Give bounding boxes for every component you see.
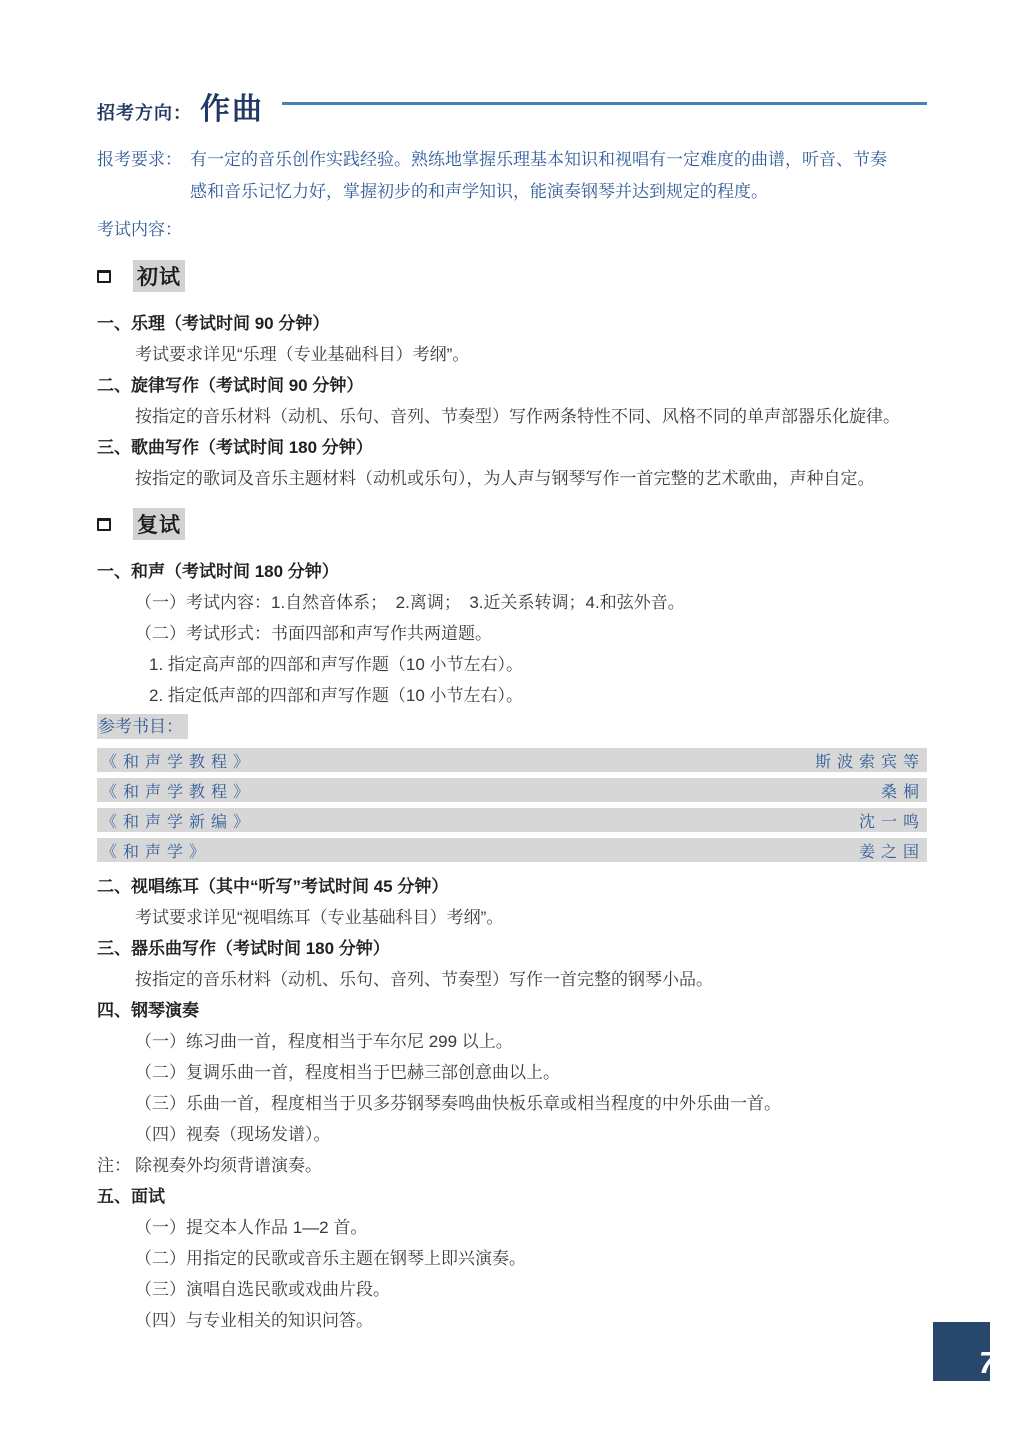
doc-header: [97, 84, 927, 128]
exam-content-label: 考试内容：: [97, 220, 182, 239]
requirements-block: [97, 144, 927, 208]
exam-item-heading: 五、面试: [97, 1187, 165, 1206]
exam-item-body: 按指定的音乐材料（动机、乐句、音列、节奏型）写作两条特性不同、风格不同的单声部器乐化旋律。: [135, 407, 900, 426]
exam-item-body: 按指定的音乐材料（动机、乐句、音列、节奏型）写作一首完整的钢琴小品。: [135, 970, 713, 989]
book-author: 斯波索宾等: [814, 753, 925, 771]
exam-item-heading: 一、和声（考试时间 180 分钟）: [97, 562, 339, 581]
book-title: 《和声学新编》: [101, 813, 256, 831]
reference-book-row: [97, 778, 927, 802]
exam-item-heading: 四、钢琴演奏: [97, 1001, 199, 1020]
requirements-label: 报考要求：: [97, 150, 182, 169]
sub-item: （二）考试形式：书面四部和声写作共两道题。: [135, 624, 492, 643]
reference-book-table: [97, 748, 927, 862]
reference-book-row: [97, 808, 927, 832]
reference-label-line: [97, 714, 927, 739]
sub-item: （一）考试内容：1.自然音体系； 2.离调； 3.近关系转调；4.和弦外音。: [135, 593, 685, 612]
sub-item: （四）视奏（现场发谱）。: [135, 1125, 331, 1144]
exam-item-body: 按指定的歌词及音乐主题材料（动机或乐句），为人声与钢琴写作一首完整的艺术歌曲，声种自定。: [135, 469, 875, 488]
exam-item-heading: 一、乐理（考试时间 90 分钟）: [97, 314, 330, 333]
note-line: [97, 1150, 927, 1181]
exam-item-heading: 二、旋律写作（考试时间 90 分钟）: [97, 376, 364, 395]
book-author: 姜之国: [858, 843, 925, 861]
page-title: 作曲: [200, 93, 264, 126]
section-first-round: [97, 260, 927, 292]
book-author: 桑桐: [880, 783, 925, 801]
exam-item-body: 考试要求详见“乐理（专业基础科目）考纲”。: [135, 345, 470, 364]
section-title: 初试: [133, 260, 185, 292]
reference-book-row: [97, 748, 927, 772]
exam-item-body: 考试要求详见“视唱练耳（专业基础科目）考纲”。: [135, 908, 504, 927]
note-label: 注：: [97, 1156, 131, 1175]
task-item: 1. 指定高声部的四部和声写作题（10 小节左右）。: [149, 655, 524, 674]
book-title: 《和声学》: [101, 843, 212, 861]
square-bullet-icon: [97, 270, 111, 283]
sub-item: （三）演唱自选民歌或戏曲片段。: [135, 1280, 390, 1299]
exam-item-heading: 三、器乐曲写作（考试时间 180 分钟）: [97, 939, 390, 958]
note-text: 除视奏外均须背谱演奏。: [135, 1156, 322, 1175]
page-number-box: [933, 1322, 996, 1381]
sub-item: （一）提交本人作品 1—2 首。: [135, 1218, 368, 1237]
sub-item: （一）练习曲一首，程度相当于车尔尼 299 以上。: [135, 1032, 513, 1051]
direction-label: 招考方向：: [97, 103, 192, 123]
sub-item: （四）与专业相关的知识问答。: [135, 1311, 373, 1330]
sub-item: （三）乐曲一首，程度相当于贝多芬钢琴奏鸣曲快板乐章或相当程度的中外乐曲一首。: [135, 1094, 781, 1113]
sub-item: （二）复调乐曲一首，程度相当于巴赫三部创意曲以上。: [135, 1063, 560, 1082]
exam-item-heading: 三、歌曲写作（考试时间 180 分钟）: [97, 438, 373, 457]
section-second-round: [97, 508, 927, 540]
section-title: 复试: [133, 508, 185, 540]
requirements-text: 有一定的音乐创作实践经验。熟练地掌握乐理基本知识和视唱有一定难度的曲谱，听音、节奏感和音乐记忆力好，掌握初步的和声学知识，能演奏钢琴并达到规定的程度。: [190, 150, 887, 201]
header-rule: [282, 102, 927, 105]
book-title: 《和声学教程》: [101, 753, 256, 771]
book-author: 沈一鸣: [858, 813, 925, 831]
sub-item: （二）用指定的民歌或音乐主题在钢琴上即兴演奏。: [135, 1249, 526, 1268]
reference-book-row: [97, 838, 927, 862]
page-number: 7: [978, 1345, 996, 1380]
exam-item-heading: 二、视唱练耳（其中“听写”考试时间 45 分钟）: [97, 877, 449, 896]
book-title: 《和声学教程》: [101, 783, 256, 801]
task-item: 2. 指定低声部的四部和声写作题（10 小节左右）。: [149, 686, 524, 705]
square-bullet-icon: [97, 518, 111, 531]
reference-list-label: 参考书目：: [97, 714, 188, 739]
